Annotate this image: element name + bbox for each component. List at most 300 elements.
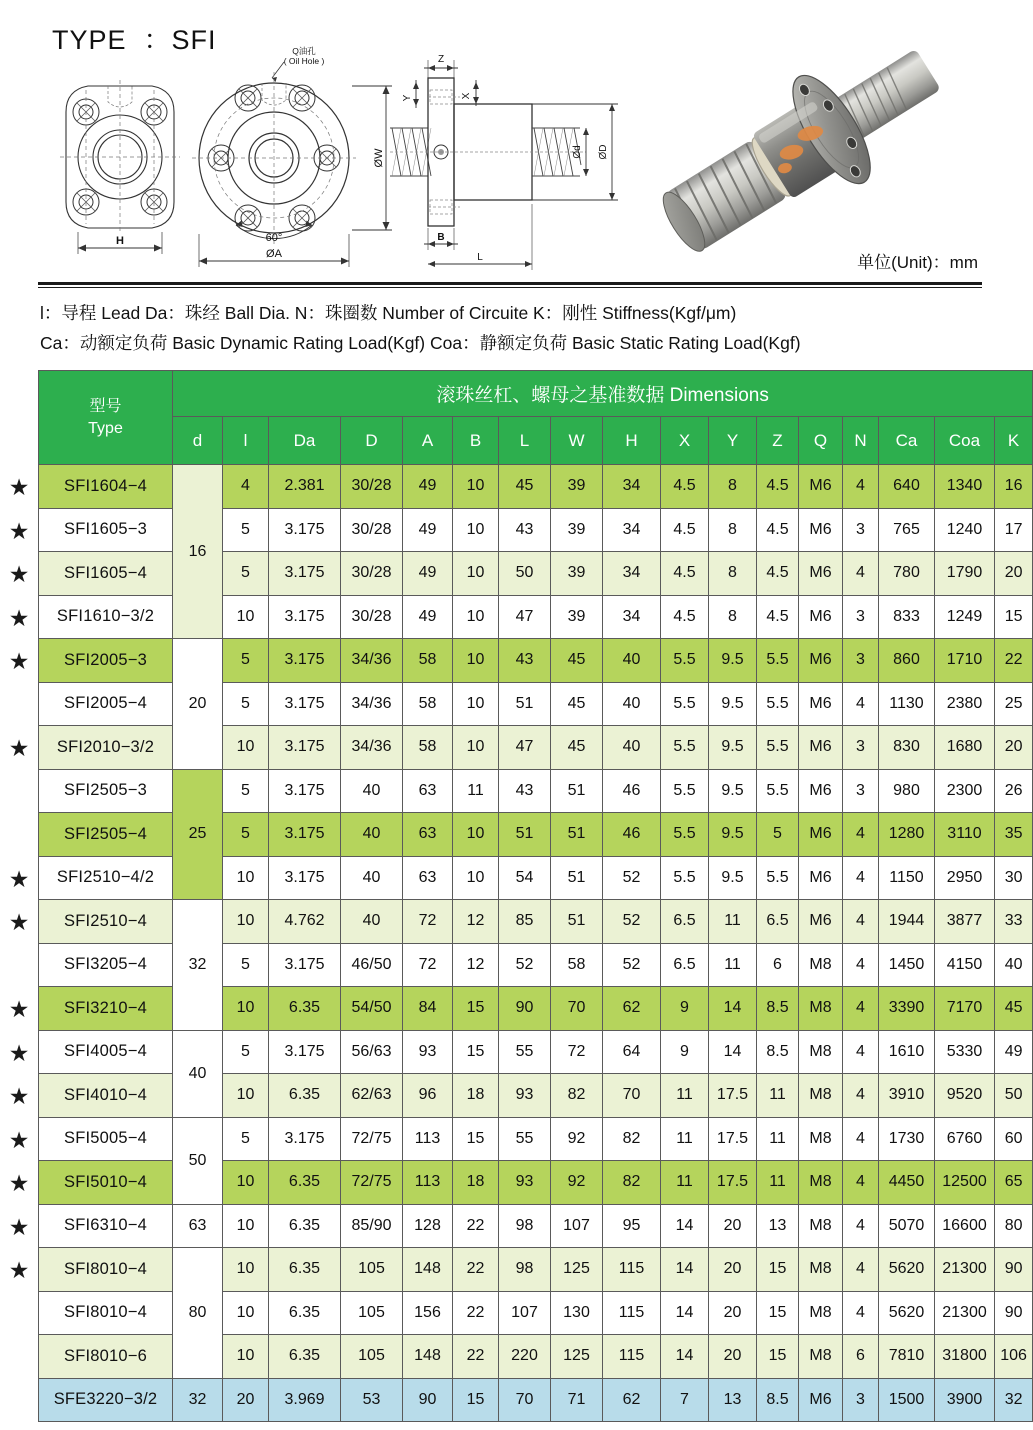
cell-l: 20 xyxy=(223,1378,269,1422)
star-placeholder xyxy=(0,1336,38,1380)
cell-x: 14 xyxy=(661,1204,709,1248)
cell-w: 39 xyxy=(551,508,603,552)
cell-a: 113 xyxy=(403,1117,453,1161)
dimension-label-l: L xyxy=(477,252,483,263)
cell-da: 6.35 xyxy=(269,1248,341,1292)
cell-d: 40 xyxy=(173,1030,223,1117)
column-header-a: A xyxy=(403,417,453,465)
cell-w: 130 xyxy=(551,1291,603,1335)
cell-y: 8 xyxy=(709,552,757,596)
cell-y: 8 xyxy=(709,508,757,552)
cell-k: 50 xyxy=(995,1074,1033,1118)
cell-ca: 980 xyxy=(879,769,935,813)
cell-q: M8 xyxy=(799,1117,843,1161)
cell-z: 5.5 xyxy=(757,639,799,683)
cell-coa: 31800 xyxy=(935,1335,995,1379)
cell-h: 52 xyxy=(603,900,661,944)
cell-w: 51 xyxy=(551,813,603,857)
cell-h: 70 xyxy=(603,1074,661,1118)
cell-d: 30/28 xyxy=(341,508,403,552)
cell-l: 10 xyxy=(223,987,269,1031)
cell-d: 32 xyxy=(173,1378,223,1422)
cell-da: 3.175 xyxy=(269,552,341,596)
cell-q: M8 xyxy=(799,1335,843,1379)
cell-x: 9 xyxy=(661,987,709,1031)
cell-z: 8.5 xyxy=(757,1030,799,1074)
dimension-label-y: Y xyxy=(402,94,413,102)
cell-l: 55 xyxy=(499,1117,551,1161)
cell-l: 10 xyxy=(223,1204,269,1248)
cell-coa: 5330 xyxy=(935,1030,995,1074)
cell-ca: 780 xyxy=(879,552,935,596)
cell-q: M8 xyxy=(799,1291,843,1335)
cell-ca: 5620 xyxy=(879,1291,935,1335)
cell-l: 93 xyxy=(499,1161,551,1205)
cell-a: 49 xyxy=(403,508,453,552)
cell-b: 10 xyxy=(453,639,499,683)
cell-l: 43 xyxy=(499,508,551,552)
cell-l: 5 xyxy=(223,552,269,596)
cell-l: 5 xyxy=(223,1117,269,1161)
cell-l: 90 xyxy=(499,987,551,1031)
cell-l: 51 xyxy=(499,682,551,726)
cell-n: 3 xyxy=(843,639,879,683)
cell-a: 93 xyxy=(403,1030,453,1074)
cell-b: 10 xyxy=(453,856,499,900)
cell-ca: 860 xyxy=(879,639,935,683)
cell-ca: 830 xyxy=(879,726,935,770)
cell-n: 4 xyxy=(843,682,879,726)
cell-w: 39 xyxy=(551,595,603,639)
cell-a: 72 xyxy=(403,900,453,944)
column-header-x: X xyxy=(661,417,709,465)
cell-a: 49 xyxy=(403,595,453,639)
cell-da: 3.175 xyxy=(269,769,341,813)
cell-coa: 3877 xyxy=(935,900,995,944)
column-header-h: H xyxy=(603,417,661,465)
column-header-w: W xyxy=(551,417,603,465)
cell-model: SFI2005−4 xyxy=(39,682,173,726)
cell-z: 4.5 xyxy=(757,465,799,509)
cell-a: 63 xyxy=(403,813,453,857)
cell-k: 49 xyxy=(995,1030,1033,1074)
cell-l: 47 xyxy=(499,595,551,639)
cell-q: M6 xyxy=(799,639,843,683)
cell-x: 4.5 xyxy=(661,508,709,552)
cell-l: 52 xyxy=(499,943,551,987)
cell-l: 55 xyxy=(499,1030,551,1074)
cell-w: 125 xyxy=(551,1248,603,1292)
cell-model: SFI2505−4 xyxy=(39,813,173,857)
cell-d: 85/90 xyxy=(341,1204,403,1248)
cell-d: 62/63 xyxy=(341,1074,403,1118)
cell-n: 4 xyxy=(843,813,879,857)
cell-k: 20 xyxy=(995,726,1033,770)
cell-coa: 3900 xyxy=(935,1378,995,1422)
cell-h: 62 xyxy=(603,1378,661,1422)
cell-coa: 2300 xyxy=(935,769,995,813)
table-row xyxy=(39,1204,1033,1248)
cell-ca: 5620 xyxy=(879,1248,935,1292)
cell-y: 11 xyxy=(709,900,757,944)
column-header-type xyxy=(39,371,173,465)
cell-z: 4.5 xyxy=(757,595,799,639)
cell-n: 4 xyxy=(843,1248,879,1292)
star-placeholder xyxy=(0,1293,38,1337)
cell-n: 4 xyxy=(843,1204,879,1248)
star-icon: ★ xyxy=(8,1170,30,1197)
cell-coa: 1340 xyxy=(935,465,995,509)
cell-h: 82 xyxy=(603,1117,661,1161)
divider-thin xyxy=(38,287,982,288)
cell-n: 6 xyxy=(843,1335,879,1379)
cell-z: 15 xyxy=(757,1248,799,1292)
cell-w: 92 xyxy=(551,1117,603,1161)
cell-l: 5 xyxy=(223,639,269,683)
cell-y: 9.5 xyxy=(709,769,757,813)
cell-h: 34 xyxy=(603,595,661,639)
cell-d: 80 xyxy=(173,1248,223,1379)
cell-a: 90 xyxy=(403,1378,453,1422)
cell-q: M8 xyxy=(799,987,843,1031)
cell-y: 14 xyxy=(709,987,757,1031)
cell-l: 43 xyxy=(499,769,551,813)
cell-b: 10 xyxy=(453,682,499,726)
cell-z: 5 xyxy=(757,813,799,857)
star-icon: ★ xyxy=(8,561,30,588)
cell-w: 39 xyxy=(551,552,603,596)
cell-l: 10 xyxy=(223,900,269,944)
cell-l: 10 xyxy=(223,1248,269,1292)
cell-da: 3.175 xyxy=(269,1117,341,1161)
cell-model: SFI1605−3 xyxy=(39,508,173,552)
cell-b: 10 xyxy=(453,465,499,509)
star-icon: ★ xyxy=(8,1257,30,1284)
cell-d: 34/36 xyxy=(341,726,403,770)
cell-b: 22 xyxy=(453,1248,499,1292)
drawing-band xyxy=(0,0,1000,283)
cell-q: M8 xyxy=(799,1248,843,1292)
cell-a: 63 xyxy=(403,769,453,813)
dimension-label-phi-d-outer: ØD xyxy=(598,144,609,160)
cell-coa: 6760 xyxy=(935,1117,995,1161)
cell-ca: 1730 xyxy=(879,1117,935,1161)
cell-x: 4.5 xyxy=(661,595,709,639)
cell-ca: 1500 xyxy=(879,1378,935,1422)
cell-z: 5.5 xyxy=(757,726,799,770)
star-gutter-header-spacer xyxy=(0,370,38,466)
cell-x: 5.5 xyxy=(661,856,709,900)
cell-b: 10 xyxy=(453,813,499,857)
cell-coa: 2950 xyxy=(935,856,995,900)
flange-side-view-drawing xyxy=(48,72,198,272)
cell-a: 58 xyxy=(403,726,453,770)
cell-a: 63 xyxy=(403,856,453,900)
cell-y: 9.5 xyxy=(709,726,757,770)
dimension-label-x: X xyxy=(461,92,472,100)
cell-z: 4.5 xyxy=(757,508,799,552)
cell-x: 11 xyxy=(661,1161,709,1205)
cell-a: 49 xyxy=(403,465,453,509)
cell-k: 25 xyxy=(995,682,1033,726)
cell-coa: 9520 xyxy=(935,1074,995,1118)
cell-k: 40 xyxy=(995,943,1033,987)
cell-model: SFI2510−4/2 xyxy=(39,856,173,900)
cell-model: SFI3210−4 xyxy=(39,987,173,1031)
column-header-d: d xyxy=(173,417,223,465)
cell-d: 25 xyxy=(173,769,223,900)
cell-da: 3.175 xyxy=(269,726,341,770)
cell-k: 15 xyxy=(995,595,1033,639)
cell-ca: 765 xyxy=(879,508,935,552)
table-row xyxy=(39,1117,1033,1161)
dimension-label-z: Z xyxy=(437,54,445,65)
cell-a: 128 xyxy=(403,1204,453,1248)
cell-d: 34/36 xyxy=(341,639,403,683)
cell-model: SFI2010−3/2 xyxy=(39,726,173,770)
cell-b: 18 xyxy=(453,1074,499,1118)
cell-model: SFI6310−4 xyxy=(39,1204,173,1248)
cell-q: M8 xyxy=(799,1030,843,1074)
cell-w: 70 xyxy=(551,987,603,1031)
cell-ca: 1450 xyxy=(879,943,935,987)
table-row xyxy=(39,1378,1033,1422)
cell-n: 3 xyxy=(843,1378,879,1422)
cell-d: 53 xyxy=(341,1378,403,1422)
cell-a: 49 xyxy=(403,552,453,596)
cell-h: 52 xyxy=(603,943,661,987)
cell-d: 46/50 xyxy=(341,943,403,987)
column-header-l: l xyxy=(223,417,269,465)
cell-y: 17.5 xyxy=(709,1161,757,1205)
cell-q: M6 xyxy=(799,813,843,857)
cell-y: 8 xyxy=(709,465,757,509)
cell-x: 5.5 xyxy=(661,639,709,683)
dimension-label-phi-d: Ød xyxy=(572,145,583,159)
cell-l: 5 xyxy=(223,508,269,552)
cell-n: 4 xyxy=(843,1161,879,1205)
cell-model: SFI2005−3 xyxy=(39,639,173,683)
star-icon: ★ xyxy=(8,648,30,675)
cell-w: 92 xyxy=(551,1161,603,1205)
cell-x: 4.5 xyxy=(661,552,709,596)
star-icon: ★ xyxy=(8,865,30,892)
cell-da: 3.175 xyxy=(269,682,341,726)
cell-k: 45 xyxy=(995,987,1033,1031)
cell-d: 72/75 xyxy=(341,1117,403,1161)
specification-table-wrapper xyxy=(38,370,1027,1422)
star-placeholder xyxy=(0,814,38,858)
cell-b: 11 xyxy=(453,769,499,813)
cell-b: 15 xyxy=(453,987,499,1031)
cell-l: 5 xyxy=(223,813,269,857)
cell-y: 20 xyxy=(709,1335,757,1379)
cell-y: 17.5 xyxy=(709,1074,757,1118)
cell-da: 3.175 xyxy=(269,508,341,552)
cell-b: 15 xyxy=(453,1378,499,1422)
cell-x: 6.5 xyxy=(661,900,709,944)
cell-da: 3.175 xyxy=(269,595,341,639)
star-icon: ★ xyxy=(8,735,30,762)
cell-w: 71 xyxy=(551,1378,603,1422)
star-gutter xyxy=(0,370,38,1423)
column-header-coa: Coa xyxy=(935,417,995,465)
cell-coa: 1240 xyxy=(935,508,995,552)
cell-d: 56/63 xyxy=(341,1030,403,1074)
cell-d: 54/50 xyxy=(341,987,403,1031)
cell-q: M6 xyxy=(799,595,843,639)
cell-w: 45 xyxy=(551,682,603,726)
cell-d: 32 xyxy=(173,900,223,1031)
cell-l: 70 xyxy=(499,1378,551,1422)
column-header-b: B xyxy=(453,417,499,465)
cell-model: SFI2505−3 xyxy=(39,769,173,813)
cell-h: 40 xyxy=(603,639,661,683)
cell-d: 40 xyxy=(341,856,403,900)
cell-b: 10 xyxy=(453,726,499,770)
cell-ca: 1610 xyxy=(879,1030,935,1074)
cell-y: 20 xyxy=(709,1204,757,1248)
column-header-ca: Ca xyxy=(879,417,935,465)
cell-z: 11 xyxy=(757,1161,799,1205)
cell-x: 5.5 xyxy=(661,682,709,726)
cell-model: SFE3220−3/2 xyxy=(39,1378,173,1422)
cell-coa: 16600 xyxy=(935,1204,995,1248)
cell-d: 40 xyxy=(341,900,403,944)
cell-k: 17 xyxy=(995,508,1033,552)
cell-w: 72 xyxy=(551,1030,603,1074)
cell-y: 11 xyxy=(709,943,757,987)
cell-d: 105 xyxy=(341,1248,403,1292)
cell-d: 20 xyxy=(173,639,223,770)
cell-x: 9 xyxy=(661,1030,709,1074)
cell-ca: 7810 xyxy=(879,1335,935,1379)
cell-z: 8.5 xyxy=(757,1378,799,1422)
star-icon: ★ xyxy=(8,1126,30,1153)
cell-z: 6 xyxy=(757,943,799,987)
cell-l: 43 xyxy=(499,639,551,683)
cell-l: 93 xyxy=(499,1074,551,1118)
cell-n: 4 xyxy=(843,987,879,1031)
cell-n: 4 xyxy=(843,900,879,944)
cell-w: 45 xyxy=(551,726,603,770)
cell-n: 4 xyxy=(843,1074,879,1118)
cell-b: 12 xyxy=(453,900,499,944)
cell-y: 9.5 xyxy=(709,682,757,726)
cell-l: 5 xyxy=(223,1030,269,1074)
cell-a: 58 xyxy=(403,682,453,726)
flange-front-view-drawing xyxy=(196,42,396,274)
cell-l: 10 xyxy=(223,726,269,770)
cell-d: 30/28 xyxy=(341,595,403,639)
table-body xyxy=(39,465,1033,1422)
cell-l: 47 xyxy=(499,726,551,770)
cell-y: 8 xyxy=(709,595,757,639)
cell-l: 10 xyxy=(223,856,269,900)
cell-ca: 833 xyxy=(879,595,935,639)
cell-k: 90 xyxy=(995,1291,1033,1335)
cell-q: M6 xyxy=(799,682,843,726)
table-row xyxy=(39,465,1033,509)
cell-l: 98 xyxy=(499,1248,551,1292)
cell-z: 5.5 xyxy=(757,856,799,900)
cell-z: 4.5 xyxy=(757,552,799,596)
cell-q: M8 xyxy=(799,943,843,987)
cell-k: 22 xyxy=(995,639,1033,683)
legend-line-1: l：导程 Lead Da：珠经 Ball Dia. N：珠圈数 Number of Circuite K：刚性 Stiffness(Kgf/μm) xyxy=(40,303,737,323)
table-row xyxy=(39,1030,1033,1074)
cell-z: 13 xyxy=(757,1204,799,1248)
star-icon: ★ xyxy=(8,1083,30,1110)
cell-l: 10 xyxy=(223,1074,269,1118)
cell-l: 10 xyxy=(223,1161,269,1205)
cell-h: 34 xyxy=(603,508,661,552)
cell-model: SFI8010−4 xyxy=(39,1291,173,1335)
table-row xyxy=(39,1248,1033,1292)
cell-b: 10 xyxy=(453,595,499,639)
cell-model: SFI2510−4 xyxy=(39,900,173,944)
cell-l: 4 xyxy=(223,465,269,509)
cell-a: 58 xyxy=(403,639,453,683)
cell-b: 15 xyxy=(453,1030,499,1074)
cell-da: 3.175 xyxy=(269,856,341,900)
cell-y: 9.5 xyxy=(709,813,757,857)
cell-da: 6.35 xyxy=(269,1161,341,1205)
star-icon: ★ xyxy=(8,517,30,544)
cell-k: 33 xyxy=(995,900,1033,944)
cell-z: 11 xyxy=(757,1117,799,1161)
cell-da: 6.35 xyxy=(269,1074,341,1118)
divider-thick xyxy=(38,282,982,285)
cell-da: 3.969 xyxy=(269,1378,341,1422)
cell-k: 80 xyxy=(995,1204,1033,1248)
cell-l: 10 xyxy=(223,1335,269,1379)
cell-da: 4.762 xyxy=(269,900,341,944)
cell-ca: 3910 xyxy=(879,1074,935,1118)
cell-x: 5.5 xyxy=(661,813,709,857)
cell-q: M6 xyxy=(799,508,843,552)
cell-w: 51 xyxy=(551,769,603,813)
cell-l: 5 xyxy=(223,769,269,813)
cell-q: M6 xyxy=(799,726,843,770)
cell-b: 18 xyxy=(453,1161,499,1205)
cell-k: 30 xyxy=(995,856,1033,900)
type-header-en: Type xyxy=(88,419,123,437)
cell-coa: 12500 xyxy=(935,1161,995,1205)
star-icon: ★ xyxy=(8,996,30,1023)
nut-section-view-drawing xyxy=(390,48,640,280)
cell-k: 32 xyxy=(995,1378,1033,1422)
oil-hole-label-cn: Q油孔 xyxy=(292,46,316,56)
cell-da: 2.381 xyxy=(269,465,341,509)
cell-a: 84 xyxy=(403,987,453,1031)
column-header-da: Da xyxy=(269,417,341,465)
column-header-k: K xyxy=(995,417,1033,465)
cell-ca: 3390 xyxy=(879,987,935,1031)
cell-a: 148 xyxy=(403,1248,453,1292)
cell-k: 106 xyxy=(995,1335,1033,1379)
column-header-q: Q xyxy=(799,417,843,465)
column-header-dimensions: 滚珠丝杠、螺母之基准数据 Dimensions xyxy=(173,371,1033,417)
cell-coa: 21300 xyxy=(935,1248,995,1292)
cell-model: SFI1610−3/2 xyxy=(39,595,173,639)
cell-x: 11 xyxy=(661,1074,709,1118)
cell-da: 6.35 xyxy=(269,1204,341,1248)
cell-l: 45 xyxy=(499,465,551,509)
cell-coa: 3110 xyxy=(935,813,995,857)
cell-q: M6 xyxy=(799,769,843,813)
cell-b: 22 xyxy=(453,1204,499,1248)
